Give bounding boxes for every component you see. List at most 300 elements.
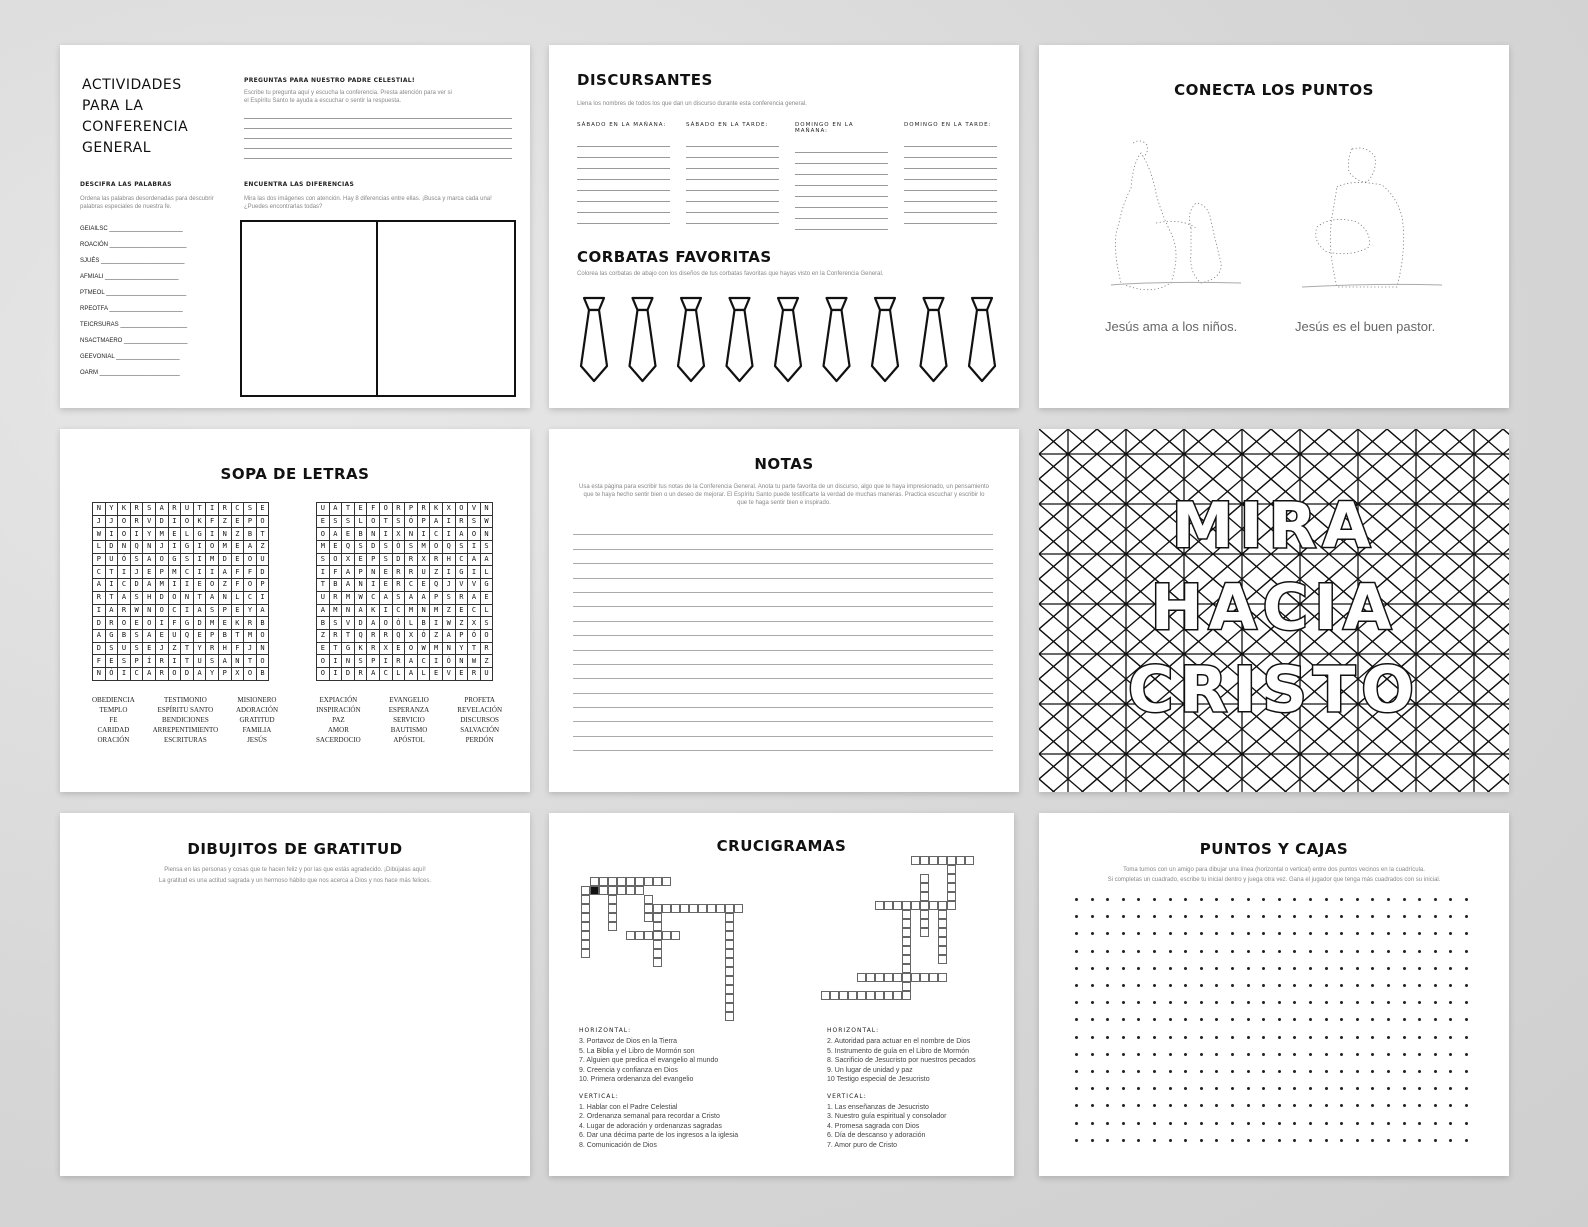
grid-cell[interactable]: C bbox=[118, 579, 131, 592]
crossword-cell[interactable] bbox=[725, 922, 734, 931]
grid-cell[interactable]: A bbox=[193, 667, 206, 680]
grid-dot[interactable] bbox=[1184, 1036, 1187, 1039]
grid-cell[interactable]: Ó bbox=[442, 655, 455, 668]
grid-dot[interactable] bbox=[1091, 950, 1094, 953]
crossword-cell[interactable] bbox=[608, 886, 617, 895]
grid-cell[interactable]: S bbox=[379, 541, 392, 554]
grid-cell[interactable]: L bbox=[392, 667, 405, 680]
grid-cell[interactable]: M bbox=[206, 553, 219, 566]
grid-cell[interactable]: M bbox=[417, 541, 430, 554]
grid-cell[interactable]: C bbox=[93, 566, 106, 579]
grid-cell[interactable]: I bbox=[206, 503, 219, 516]
crossword-cell[interactable] bbox=[884, 973, 893, 982]
grid-dot[interactable] bbox=[1091, 1122, 1094, 1125]
grid-cell[interactable]: L bbox=[231, 591, 244, 604]
grid-cell[interactable]: M bbox=[430, 604, 443, 617]
crossword-cell[interactable] bbox=[929, 973, 938, 982]
grid-cell[interactable]: K bbox=[118, 503, 131, 516]
grid-dot[interactable] bbox=[1418, 1036, 1421, 1039]
grid-cell[interactable]: Ó bbox=[392, 617, 405, 630]
grid-dot[interactable] bbox=[1325, 1036, 1328, 1039]
grid-dot[interactable] bbox=[1122, 1087, 1125, 1090]
crossword-cell[interactable] bbox=[902, 991, 911, 1000]
crossword-cell[interactable] bbox=[617, 886, 626, 895]
grid-cell[interactable]: R bbox=[118, 604, 131, 617]
grid-dot[interactable] bbox=[1387, 1104, 1390, 1107]
grid-dot[interactable] bbox=[1293, 1001, 1296, 1004]
grid-cell[interactable]: N bbox=[93, 503, 106, 516]
grid-cell[interactable]: E bbox=[379, 566, 392, 579]
grid-dot[interactable] bbox=[1184, 915, 1187, 918]
grid-dot[interactable] bbox=[1356, 1001, 1359, 1004]
grid-dot[interactable] bbox=[1465, 915, 1468, 918]
grid-dot[interactable] bbox=[1215, 1001, 1218, 1004]
grid-cell[interactable]: Z bbox=[256, 541, 269, 554]
crossword-cell[interactable] bbox=[644, 913, 653, 922]
grid-dot[interactable] bbox=[1309, 1018, 1312, 1021]
grid-dot[interactable] bbox=[1153, 1018, 1156, 1021]
question-lines[interactable] bbox=[244, 109, 512, 159]
grid-cell[interactable]: A bbox=[405, 591, 418, 604]
grid-dot[interactable] bbox=[1262, 1070, 1265, 1073]
grid-cell[interactable]: A bbox=[206, 591, 219, 604]
crossword-cell[interactable] bbox=[608, 922, 617, 931]
grid-cell[interactable]: W bbox=[130, 604, 143, 617]
grid-dot[interactable] bbox=[1340, 984, 1343, 987]
grid-dot[interactable] bbox=[1309, 932, 1312, 935]
grid-dot[interactable] bbox=[1371, 1053, 1374, 1056]
grid-cell[interactable]: G bbox=[480, 579, 493, 592]
grid-dot[interactable] bbox=[1169, 1018, 1172, 1021]
grid-cell[interactable]: N bbox=[93, 667, 106, 680]
grid-cell[interactable]: S bbox=[206, 655, 219, 668]
grid-cell[interactable]: P bbox=[218, 667, 231, 680]
crossword-cell[interactable] bbox=[608, 895, 617, 904]
grid-cell[interactable]: O bbox=[155, 553, 168, 566]
grid-cell[interactable]: O bbox=[181, 515, 194, 528]
crossword-cell[interactable] bbox=[608, 904, 617, 913]
grid-dot[interactable] bbox=[1371, 1122, 1374, 1125]
grid-cell[interactable]: P bbox=[206, 629, 219, 642]
grid-dot[interactable] bbox=[1091, 1070, 1094, 1073]
grid-cell[interactable]: Z bbox=[231, 528, 244, 541]
crossword-cell[interactable] bbox=[653, 904, 662, 913]
grid-cell[interactable]: I bbox=[193, 566, 206, 579]
grid-cell[interactable]: K bbox=[367, 604, 380, 617]
grid-cell[interactable]: L bbox=[405, 617, 418, 630]
grid-cell[interactable]: X bbox=[442, 503, 455, 516]
grid-dot[interactable] bbox=[1278, 932, 1281, 935]
grid-dot[interactable] bbox=[1418, 898, 1421, 901]
grid-cell[interactable]: A bbox=[379, 591, 392, 604]
grid-dot[interactable] bbox=[1325, 915, 1328, 918]
grid-cell[interactable]: V bbox=[468, 579, 481, 592]
grid-dot[interactable] bbox=[1075, 1087, 1078, 1090]
grid-dot[interactable] bbox=[1278, 1139, 1281, 1142]
grid-dot[interactable] bbox=[1169, 898, 1172, 901]
grid-cell[interactable]: O bbox=[244, 553, 257, 566]
grid-dot[interactable] bbox=[1340, 1053, 1343, 1056]
tie-outline[interactable] bbox=[630, 298, 656, 381]
crossword-cell[interactable] bbox=[653, 922, 662, 931]
grid-dot[interactable] bbox=[1247, 932, 1250, 935]
grid-cell[interactable]: Z bbox=[317, 629, 330, 642]
grid-cell[interactable]: P bbox=[354, 566, 367, 579]
grid-dot[interactable] bbox=[1169, 1053, 1172, 1056]
grid-cell[interactable]: I bbox=[367, 579, 380, 592]
grid-cell[interactable]: P bbox=[155, 566, 168, 579]
grid-cell[interactable]: A bbox=[218, 566, 231, 579]
word-search-grid-1[interactable] bbox=[92, 502, 269, 681]
grid-cell[interactable]: A bbox=[118, 591, 131, 604]
crossword-cell[interactable] bbox=[725, 985, 734, 994]
grid-cell[interactable]: R bbox=[155, 655, 168, 668]
grid-cell[interactable]: S bbox=[130, 629, 143, 642]
grid-dot[interactable] bbox=[1262, 1104, 1265, 1107]
grid-cell[interactable]: S bbox=[244, 503, 257, 516]
grid-cell[interactable]: A bbox=[354, 604, 367, 617]
grid-dot[interactable] bbox=[1449, 1087, 1452, 1090]
grid-dot[interactable] bbox=[1091, 1036, 1094, 1039]
grid-dot[interactable] bbox=[1340, 1036, 1343, 1039]
grid-dot[interactable] bbox=[1153, 1001, 1156, 1004]
grid-cell[interactable]: Q bbox=[430, 579, 443, 592]
crossword-cell[interactable] bbox=[626, 886, 635, 895]
grid-cell[interactable]: S bbox=[379, 553, 392, 566]
grid-dot[interactable] bbox=[1371, 1001, 1374, 1004]
tie-outline[interactable] bbox=[872, 298, 898, 381]
grid-dot[interactable] bbox=[1325, 967, 1328, 970]
grid-dot[interactable] bbox=[1091, 1053, 1094, 1056]
crossword-cell[interactable] bbox=[581, 922, 590, 931]
crossword-cell[interactable] bbox=[938, 973, 947, 982]
grid-dot[interactable] bbox=[1371, 950, 1374, 953]
grid-cell[interactable]: O bbox=[379, 503, 392, 516]
grid-cell[interactable]: I bbox=[442, 528, 455, 541]
tie-outline[interactable] bbox=[581, 298, 607, 381]
crossword-cell[interactable] bbox=[911, 901, 920, 910]
grid-dot[interactable] bbox=[1153, 1070, 1156, 1073]
grid-dot[interactable] bbox=[1106, 1036, 1109, 1039]
note-line[interactable] bbox=[573, 579, 993, 593]
grid-dot[interactable] bbox=[1418, 967, 1421, 970]
grid-dot[interactable] bbox=[1137, 898, 1140, 901]
grid-dot[interactable] bbox=[1449, 1001, 1452, 1004]
grid-dot[interactable] bbox=[1184, 898, 1187, 901]
grid-cell[interactable]: H bbox=[143, 591, 156, 604]
grid-dot[interactable] bbox=[1356, 1104, 1359, 1107]
grid-dot[interactable] bbox=[1418, 984, 1421, 987]
grid-cell[interactable]: O bbox=[118, 515, 131, 528]
grid-dot[interactable] bbox=[1418, 1018, 1421, 1021]
grid-cell[interactable]: K bbox=[430, 503, 443, 516]
grid-cell[interactable]: F bbox=[231, 642, 244, 655]
grid-cell[interactable]: S bbox=[130, 642, 143, 655]
crossword-cell[interactable] bbox=[689, 904, 698, 913]
crossword-cell[interactable] bbox=[581, 949, 590, 958]
grid-dot[interactable] bbox=[1247, 1001, 1250, 1004]
grid-dot[interactable] bbox=[1340, 1122, 1343, 1125]
crossword-cell[interactable] bbox=[902, 928, 911, 937]
grid-dot[interactable] bbox=[1293, 1053, 1296, 1056]
grid-cell[interactable]: C bbox=[468, 604, 481, 617]
grid-cell[interactable]: A bbox=[480, 553, 493, 566]
grid-dot[interactable] bbox=[1200, 1087, 1203, 1090]
grid-cell[interactable]: Y bbox=[455, 642, 468, 655]
crossword-cell[interactable] bbox=[920, 973, 929, 982]
grid-cell[interactable]: G bbox=[181, 541, 194, 554]
crossword-cell[interactable] bbox=[947, 874, 956, 883]
grid-dot[interactable] bbox=[1309, 898, 1312, 901]
grid-dot[interactable] bbox=[1075, 1036, 1078, 1039]
grid-dot[interactable] bbox=[1122, 1018, 1125, 1021]
grid-dot[interactable] bbox=[1325, 984, 1328, 987]
grid-cell[interactable]: N bbox=[367, 528, 380, 541]
grid-cell[interactable]: A bbox=[442, 629, 455, 642]
grid-cell[interactable]: E bbox=[143, 642, 156, 655]
grid-cell[interactable]: N bbox=[480, 503, 493, 516]
grid-cell[interactable]: I bbox=[181, 579, 194, 592]
grid-cell[interactable]: C bbox=[430, 528, 443, 541]
grid-cell[interactable]: T bbox=[244, 655, 257, 668]
grid-cell[interactable]: S bbox=[480, 541, 493, 554]
grid-dot[interactable] bbox=[1153, 1053, 1156, 1056]
grid-dot[interactable] bbox=[1309, 1104, 1312, 1107]
grid-cell[interactable]: L bbox=[93, 541, 106, 554]
grid-cell[interactable]: A bbox=[342, 566, 355, 579]
grid-dot[interactable] bbox=[1387, 1053, 1390, 1056]
grid-cell[interactable]: N bbox=[417, 604, 430, 617]
grid-dot[interactable] bbox=[1403, 915, 1406, 918]
grid-cell[interactable]: A bbox=[329, 528, 342, 541]
grid-cell[interactable]: N bbox=[442, 642, 455, 655]
grid-dot[interactable] bbox=[1387, 1087, 1390, 1090]
grid-dot[interactable] bbox=[1449, 898, 1452, 901]
grid-dot[interactable] bbox=[1465, 1139, 1468, 1142]
grid-dot[interactable] bbox=[1293, 984, 1296, 987]
grid-dot[interactable] bbox=[1247, 1036, 1250, 1039]
grid-cell[interactable]: O bbox=[244, 667, 257, 680]
grid-cell[interactable]: C bbox=[231, 503, 244, 516]
crossword-cell[interactable] bbox=[725, 904, 734, 913]
grid-dot[interactable] bbox=[1153, 1036, 1156, 1039]
grid-cell[interactable]: Z bbox=[430, 566, 443, 579]
grid-dot[interactable] bbox=[1137, 1053, 1140, 1056]
grid-cell[interactable]: Z bbox=[430, 629, 443, 642]
grid-cell[interactable]: S bbox=[392, 591, 405, 604]
grid-dot[interactable] bbox=[1122, 967, 1125, 970]
crossword-cell[interactable] bbox=[581, 940, 590, 949]
grid-dot[interactable] bbox=[1122, 915, 1125, 918]
grid-cell[interactable]: U bbox=[193, 655, 206, 668]
grid-dot[interactable] bbox=[1106, 1087, 1109, 1090]
grid-dot[interactable] bbox=[1122, 932, 1125, 935]
grid-dot[interactable] bbox=[1371, 932, 1374, 935]
grid-dot[interactable] bbox=[1465, 1036, 1468, 1039]
grid-cell[interactable]: S bbox=[455, 541, 468, 554]
grid-dot[interactable] bbox=[1215, 1087, 1218, 1090]
grid-cell[interactable]: I bbox=[155, 617, 168, 630]
note-line[interactable] bbox=[573, 636, 993, 650]
grid-dot[interactable] bbox=[1247, 1139, 1250, 1142]
crossword-cell[interactable] bbox=[725, 1003, 734, 1012]
grid-cell[interactable]: S bbox=[206, 604, 219, 617]
grid-cell[interactable]: R bbox=[367, 629, 380, 642]
grid-cell[interactable]: P bbox=[93, 553, 106, 566]
note-line[interactable] bbox=[573, 593, 993, 607]
note-line[interactable] bbox=[573, 722, 993, 736]
grid-cell[interactable]: S bbox=[354, 655, 367, 668]
grid-cell[interactable]: I bbox=[193, 541, 206, 554]
grid-cell[interactable]: T bbox=[329, 642, 342, 655]
grid-dot[interactable] bbox=[1325, 1104, 1328, 1107]
crossword-cell[interactable] bbox=[599, 877, 608, 886]
grid-cell[interactable]: E bbox=[130, 617, 143, 630]
grid-dot[interactable] bbox=[1403, 967, 1406, 970]
grid-cell[interactable]: Z bbox=[480, 655, 493, 668]
grid-cell[interactable]: U bbox=[256, 553, 269, 566]
grid-cell[interactable]: T bbox=[468, 642, 481, 655]
grid-dot[interactable] bbox=[1184, 1070, 1187, 1073]
crossword-cell[interactable] bbox=[902, 955, 911, 964]
grid-dot[interactable] bbox=[1200, 932, 1203, 935]
grid-cell[interactable]: A bbox=[93, 579, 106, 592]
grid-dot[interactable] bbox=[1325, 1087, 1328, 1090]
grid-dot[interactable] bbox=[1215, 932, 1218, 935]
grid-dot[interactable] bbox=[1434, 1139, 1437, 1142]
crossword-cell[interactable] bbox=[857, 991, 866, 1000]
grid-cell[interactable]: S bbox=[143, 503, 156, 516]
crossword-cell[interactable] bbox=[929, 856, 938, 865]
grid-dot[interactable] bbox=[1418, 1122, 1421, 1125]
grid-dot[interactable] bbox=[1153, 967, 1156, 970]
grid-dot[interactable] bbox=[1200, 1001, 1203, 1004]
grid-cell[interactable]: E bbox=[354, 503, 367, 516]
crossword-cell[interactable] bbox=[920, 901, 929, 910]
grid-dot[interactable] bbox=[1106, 1070, 1109, 1073]
grid-cell[interactable]: R bbox=[168, 503, 181, 516]
grid-cell[interactable]: U bbox=[317, 591, 330, 604]
crossword-cell[interactable] bbox=[662, 877, 671, 886]
grid-cell[interactable]: A bbox=[193, 604, 206, 617]
grid-dot[interactable] bbox=[1293, 1087, 1296, 1090]
crossword-cell[interactable] bbox=[947, 901, 956, 910]
grid-dot[interactable] bbox=[1075, 1122, 1078, 1125]
grid-dot[interactable] bbox=[1418, 915, 1421, 918]
grid-cell[interactable]: M bbox=[218, 541, 231, 554]
grid-dot[interactable] bbox=[1465, 1122, 1468, 1125]
crossword-cell[interactable] bbox=[938, 937, 947, 946]
grid-dot[interactable] bbox=[1309, 984, 1312, 987]
grid-cell[interactable]: J bbox=[155, 642, 168, 655]
grid-dot[interactable] bbox=[1371, 1018, 1374, 1021]
grid-cell[interactable]: H bbox=[442, 553, 455, 566]
grid-cell[interactable]: A bbox=[367, 667, 380, 680]
grid-cell[interactable]: A bbox=[405, 655, 418, 668]
grid-dot[interactable] bbox=[1262, 1001, 1265, 1004]
grid-dot[interactable] bbox=[1231, 1122, 1234, 1125]
grid-cell[interactable]: M bbox=[168, 566, 181, 579]
grid-dot[interactable] bbox=[1169, 932, 1172, 935]
grid-cell[interactable]: D bbox=[181, 667, 194, 680]
crossword-cell[interactable] bbox=[653, 940, 662, 949]
grid-dot[interactable] bbox=[1371, 1070, 1374, 1073]
grid-cell[interactable]: D bbox=[130, 579, 143, 592]
grid-cell[interactable]: J bbox=[442, 579, 455, 592]
grid-dot[interactable] bbox=[1262, 1036, 1265, 1039]
crossword-cell[interactable] bbox=[938, 901, 947, 910]
grid-cell[interactable]: R bbox=[468, 667, 481, 680]
grid-dot[interactable] bbox=[1106, 932, 1109, 935]
grid-dot[interactable] bbox=[1449, 1139, 1452, 1142]
grid-cell[interactable]: R bbox=[417, 503, 430, 516]
grid-cell[interactable]: C bbox=[417, 655, 430, 668]
grid-cell[interactable]: I bbox=[93, 604, 106, 617]
grid-cell[interactable]: N bbox=[143, 604, 156, 617]
grid-cell[interactable]: S bbox=[181, 553, 194, 566]
grid-dot[interactable] bbox=[1309, 1139, 1312, 1142]
grid-cell[interactable]: U bbox=[480, 667, 493, 680]
grid-dot[interactable] bbox=[1215, 950, 1218, 953]
grid-dot[interactable] bbox=[1200, 1053, 1203, 1056]
grid-dot[interactable] bbox=[1278, 984, 1281, 987]
grid-cell[interactable]: M bbox=[342, 591, 355, 604]
grid-cell[interactable]: M bbox=[430, 642, 443, 655]
grid-dot[interactable] bbox=[1184, 1139, 1187, 1142]
crossword-cell[interactable] bbox=[725, 949, 734, 958]
grid-cell[interactable]: O bbox=[379, 617, 392, 630]
grid-dot[interactable] bbox=[1387, 984, 1390, 987]
grid-dot[interactable] bbox=[1247, 1053, 1250, 1056]
grid-cell[interactable]: O bbox=[317, 528, 330, 541]
grid-dot[interactable] bbox=[1465, 1018, 1468, 1021]
grid-cell[interactable]: R bbox=[379, 629, 392, 642]
grid-cell[interactable]: F bbox=[244, 566, 257, 579]
tie-outline[interactable] bbox=[824, 298, 850, 381]
grid-dot[interactable] bbox=[1153, 898, 1156, 901]
grid-cell[interactable]: R bbox=[392, 566, 405, 579]
grid-cell[interactable]: P bbox=[405, 503, 418, 516]
grid-dot[interactable] bbox=[1247, 984, 1250, 987]
grid-cell[interactable]: J bbox=[155, 541, 168, 554]
crossword-grid-right[interactable] bbox=[781, 813, 1011, 1028]
grid-dot[interactable] bbox=[1153, 915, 1156, 918]
grid-cell[interactable]: I bbox=[317, 566, 330, 579]
grid-dot[interactable] bbox=[1293, 1018, 1296, 1021]
grid-dot[interactable] bbox=[1262, 984, 1265, 987]
grid-dot[interactable] bbox=[1325, 898, 1328, 901]
grid-dot[interactable] bbox=[1325, 1053, 1328, 1056]
grid-cell[interactable]: K bbox=[231, 617, 244, 630]
grid-cell[interactable]: O bbox=[317, 655, 330, 668]
grid-dot[interactable] bbox=[1434, 967, 1437, 970]
grid-cell[interactable]: E bbox=[231, 553, 244, 566]
crossword-cell[interactable] bbox=[725, 1012, 734, 1021]
grid-cell[interactable]: W bbox=[354, 591, 367, 604]
grid-cell[interactable]: U bbox=[168, 629, 181, 642]
grid-cell[interactable]: F bbox=[231, 579, 244, 592]
grid-dot[interactable] bbox=[1106, 1001, 1109, 1004]
grid-cell[interactable]: B bbox=[218, 629, 231, 642]
grid-cell[interactable]: A bbox=[329, 503, 342, 516]
grid-dot[interactable] bbox=[1184, 1087, 1187, 1090]
grid-dot[interactable] bbox=[1184, 967, 1187, 970]
grid-cell[interactable]: I bbox=[442, 515, 455, 528]
crossword-cell[interactable] bbox=[671, 904, 680, 913]
grid-dot[interactable] bbox=[1434, 1036, 1437, 1039]
crossword-cell[interactable] bbox=[653, 877, 662, 886]
note-line[interactable] bbox=[573, 679, 993, 693]
